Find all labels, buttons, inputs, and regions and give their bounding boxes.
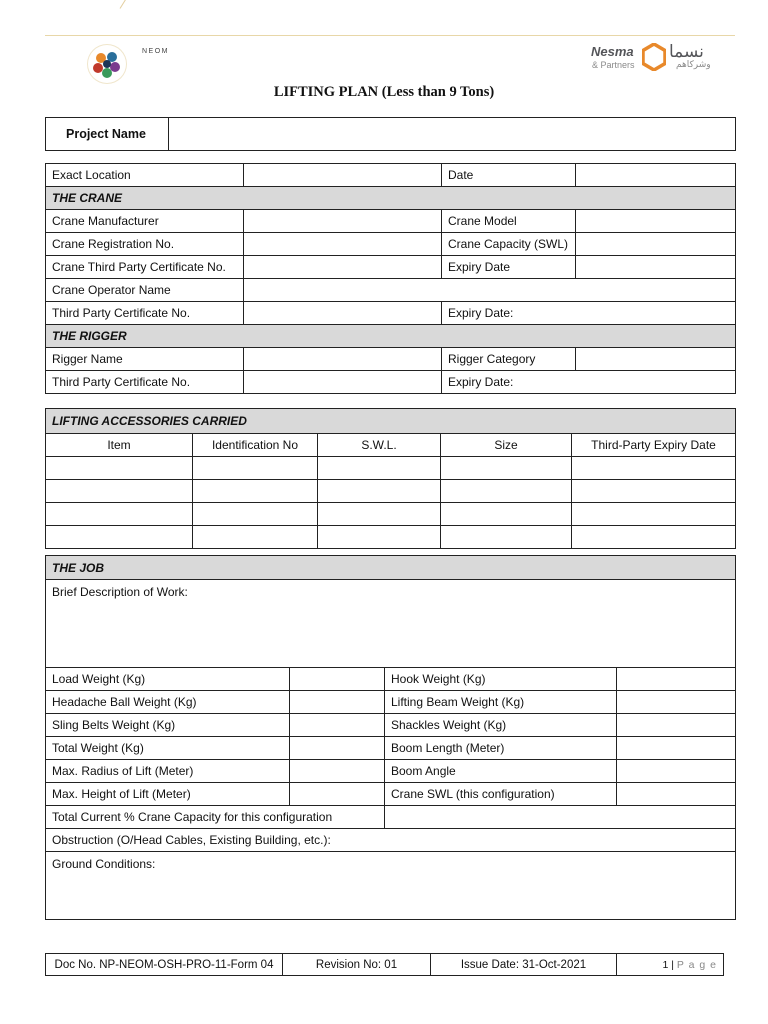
crane-tp-cert-field[interactable] xyxy=(244,256,442,279)
date-field[interactable] xyxy=(576,164,736,187)
exact-location-label: Exact Location xyxy=(46,164,244,187)
project-name-label: Project Name xyxy=(46,118,169,151)
page-label: P a g e xyxy=(676,958,717,971)
crane-manufacturer-field[interactable] xyxy=(244,210,442,233)
document-footer xyxy=(45,953,724,976)
col-size: Size xyxy=(441,434,572,457)
col-identification-no: Identification No xyxy=(193,434,318,457)
crane-expiry-field[interactable] xyxy=(576,256,736,279)
accessory-cell[interactable] xyxy=(193,526,318,549)
exact-location-field[interactable] xyxy=(244,164,442,187)
section-the-job: THE JOB xyxy=(46,556,736,580)
shackles-weight-field[interactable] xyxy=(617,714,736,737)
section-the-crane: THE CRANE xyxy=(46,187,736,210)
revision-number: Revision No: 01 xyxy=(283,954,431,976)
accessory-row xyxy=(46,480,736,503)
crane-swl-config-label: Crane SWL (this configuration) xyxy=(385,783,617,806)
accessory-cell[interactable] xyxy=(46,526,193,549)
rigger-category-field[interactable] xyxy=(576,348,736,371)
accessory-row xyxy=(46,457,736,480)
accessory-cell[interactable] xyxy=(441,503,572,526)
accessory-cell[interactable] xyxy=(318,457,441,480)
accessory-cell[interactable] xyxy=(572,480,736,503)
nesma-hexagon-icon xyxy=(642,43,666,71)
crane-swl-config-field[interactable] xyxy=(617,783,736,806)
col-swl: S.W.L. xyxy=(318,434,441,457)
accessories-table xyxy=(45,408,736,549)
accessory-cell[interactable] xyxy=(46,480,193,503)
crane-manufacturer-label: Crane Manufacturer xyxy=(46,210,244,233)
hook-weight-label: Hook Weight (Kg) xyxy=(385,668,617,691)
boom-length-label: Boom Length (Meter) xyxy=(385,737,617,760)
crane-operator-label: Crane Operator Name xyxy=(46,279,244,302)
accessory-cell[interactable] xyxy=(318,526,441,549)
project-table xyxy=(45,117,736,151)
crane-model-label: Crane Model xyxy=(442,210,576,233)
neom-wordmark: NEOM xyxy=(142,48,169,55)
doc-number: Doc No. NP-NEOM-OSH-PRO-11-Form 04 xyxy=(46,954,283,976)
total-weight-label: Total Weight (Kg) xyxy=(46,737,290,760)
max-radius-field[interactable] xyxy=(290,760,385,783)
neom-logo xyxy=(88,45,126,83)
crane-tp-cert-label: Crane Third Party Certificate No. xyxy=(46,256,244,279)
accessory-cell[interactable] xyxy=(318,480,441,503)
boom-angle-label: Boom Angle xyxy=(385,760,617,783)
page-indicator: 1 | P a g e xyxy=(617,954,724,976)
rigger-cert-label: Third Party Certificate No. xyxy=(46,371,244,394)
accessory-cell[interactable] xyxy=(572,503,736,526)
accessory-cell[interactable] xyxy=(441,526,572,549)
ground-conditions-field[interactable]: Ground Conditions: xyxy=(46,852,736,920)
max-height-label: Max. Height of Lift (Meter) xyxy=(46,783,290,806)
rigger-cert-field[interactable] xyxy=(244,371,442,394)
load-weight-label: Load Weight (Kg) xyxy=(46,668,290,691)
accessory-cell[interactable] xyxy=(318,503,441,526)
shackles-weight-label: Shackles Weight (Kg) xyxy=(385,714,617,737)
boom-angle-field[interactable] xyxy=(617,760,736,783)
accessory-cell[interactable] xyxy=(572,526,736,549)
rigger-category-label: Rigger Category xyxy=(442,348,576,371)
lifting-beam-weight-field[interactable] xyxy=(617,691,736,714)
sling-belts-weight-label: Sling Belts Weight (Kg) xyxy=(46,714,290,737)
header-divider xyxy=(45,35,735,36)
accessory-row xyxy=(46,526,736,549)
page-number: 1 xyxy=(662,958,669,971)
accessory-cell[interactable] xyxy=(46,503,193,526)
obstruction-field[interactable]: Obstruction (O/Head Cables, Existing Building, etc.): xyxy=(46,829,736,852)
col-item: Item xyxy=(46,434,193,457)
headache-ball-weight-field[interactable] xyxy=(290,691,385,714)
rigger-expiry-label[interactable]: Expiry Date: xyxy=(442,371,736,394)
accessory-cell[interactable] xyxy=(572,457,736,480)
max-radius-label: Max. Radius of Lift (Meter) xyxy=(46,760,290,783)
load-weight-field[interactable] xyxy=(290,668,385,691)
nesma-wordmark: Nesma xyxy=(591,44,634,59)
rigger-name-label: Rigger Name xyxy=(46,348,244,371)
operator-cert-label: Third Party Certificate No. xyxy=(46,302,244,325)
crane-capacity-field[interactable] xyxy=(576,233,736,256)
sling-belts-weight-field[interactable] xyxy=(290,714,385,737)
accessory-cell[interactable] xyxy=(193,457,318,480)
section-lifting-accessories: LIFTING ACCESSORIES CARRIED xyxy=(46,409,736,434)
rigger-name-field[interactable] xyxy=(244,348,442,371)
nesma-arabic-wordmark: نسما xyxy=(669,42,704,62)
accessory-cell[interactable] xyxy=(441,457,572,480)
nesma-arabic-subtitle: وشركاهم xyxy=(676,60,711,70)
section-the-rigger: THE RIGGER xyxy=(46,325,736,348)
capacity-pct-field[interactable] xyxy=(385,806,736,829)
operator-expiry-label[interactable]: Expiry Date: xyxy=(442,302,736,325)
crane-expiry-label: Expiry Date xyxy=(442,256,576,279)
crane-registration-label: Crane Registration No. xyxy=(46,233,244,256)
boom-length-field[interactable] xyxy=(617,737,736,760)
date-label: Date xyxy=(442,164,576,187)
header-accent-line xyxy=(120,0,142,9)
project-name-field[interactable] xyxy=(169,118,736,151)
accessory-cell[interactable] xyxy=(193,480,318,503)
accessory-cell[interactable] xyxy=(193,503,318,526)
max-height-field[interactable] xyxy=(290,783,385,806)
hook-weight-field[interactable] xyxy=(617,668,736,691)
accessory-cell[interactable] xyxy=(46,457,193,480)
work-description-field[interactable]: Brief Description of Work: xyxy=(46,580,736,668)
lifting-beam-weight-label: Lifting Beam Weight (Kg) xyxy=(385,691,617,714)
accessory-cell[interactable] xyxy=(441,480,572,503)
capacity-pct-label: Total Current % Crane Capacity for this configuration xyxy=(46,806,385,829)
total-weight-field[interactable] xyxy=(290,737,385,760)
issue-date: Issue Date: 31-Oct-2021 xyxy=(431,954,617,976)
crane-registration-field[interactable] xyxy=(244,233,442,256)
job-table xyxy=(45,555,736,920)
crane-model-field[interactable] xyxy=(576,210,736,233)
crane-operator-field[interactable] xyxy=(244,279,736,302)
form-title: LIFTING PLAN (Less than 9 Tons) xyxy=(273,84,495,100)
accessory-row xyxy=(46,503,736,526)
col-tp-expiry: Third-Party Expiry Date xyxy=(572,434,736,457)
nesma-subtitle: & Partners xyxy=(592,60,635,70)
crane-capacity-label: Crane Capacity (SWL) xyxy=(442,233,576,256)
headache-ball-weight-label: Headache Ball Weight (Kg) xyxy=(46,691,290,714)
crane-rigger-table xyxy=(45,163,736,394)
operator-cert-field[interactable] xyxy=(244,302,442,325)
